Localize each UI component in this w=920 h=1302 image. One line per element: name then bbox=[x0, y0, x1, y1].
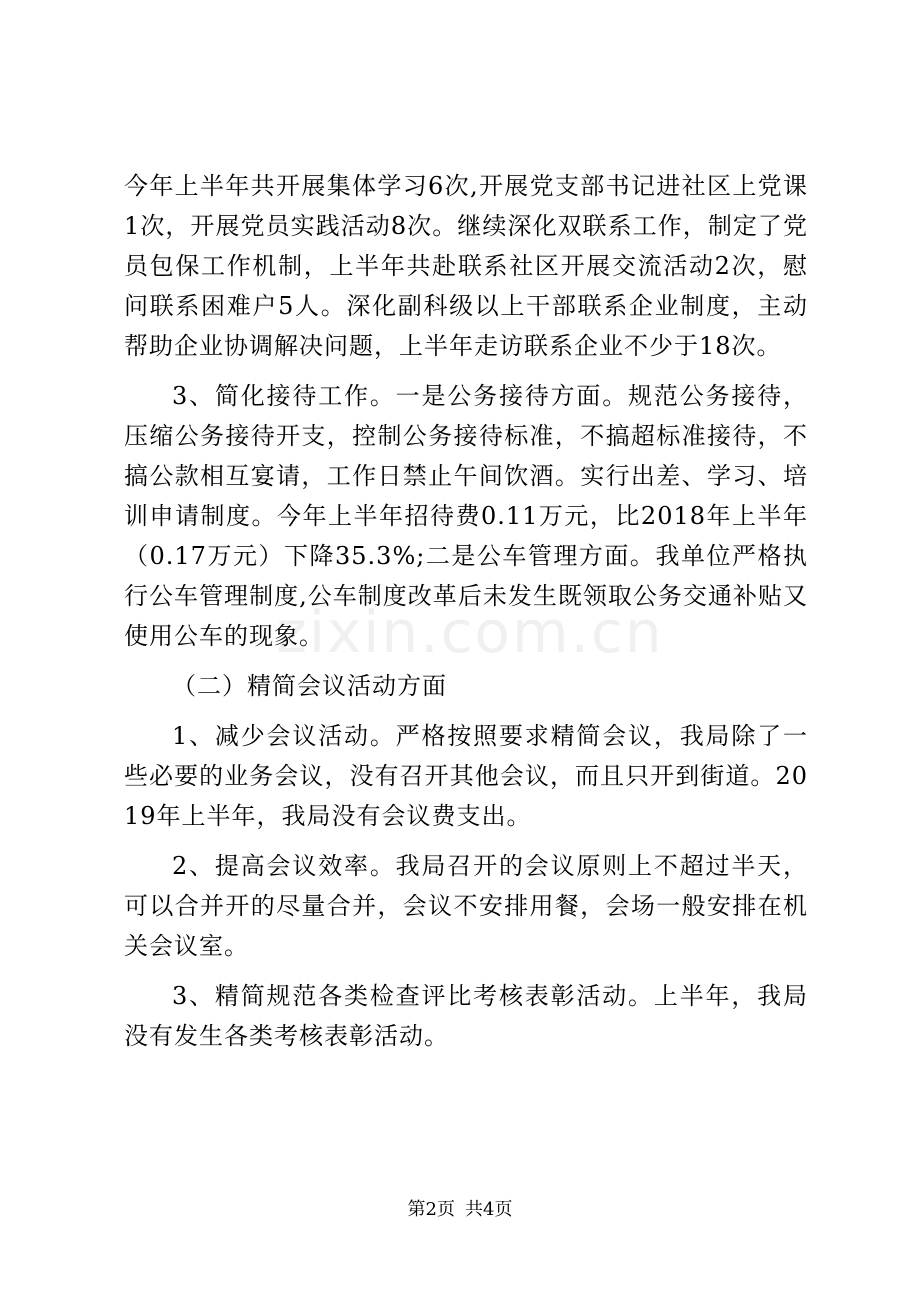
watermark-text: zixin.com.cn bbox=[276, 598, 664, 666]
document-body bbox=[124, 166, 808, 1056]
paragraph-continuation: 今年上半年共开展集体学习6次,开展党支部书记进社区上党课1次，开展党员实践活动8次。继续深化双联系工作，制定了党员包保工作机制，上半年共赴联系社区开展交流活动2次，慰问联系困难户5人。深化副科级以上干部联系企业制度，主动帮助企业协调解决问题，上半年走访联系企业不少于18次。 bbox=[124, 172, 808, 360]
paragraph-reduce-meetings: 1、减少会议活动。严格按照要求精简会议，我局除了一些必要的业务会议，没有召开其他会议，而且只开到街道。2019年上半年，我局没有会议费支出。 bbox=[124, 722, 808, 830]
page-number: 第2页 bbox=[407, 1199, 455, 1220]
section-heading-meetings: （二）精简会议活动方面 bbox=[172, 672, 447, 700]
paragraph-meeting-efficiency: 2、提高会议效率。我局召开的会议原则上不超过半天，可以合并开的尽量合并，会议不安排用餐，会场一般安排在机关会议室。 bbox=[124, 852, 808, 960]
page-footer bbox=[0, 1198, 920, 1222]
paragraph-streamline-inspections: 3、精简规范各类检查评比考核表彰活动。上半年，我局没有发生各类考核表彰活动。 bbox=[124, 982, 808, 1050]
paragraph-simplify-reception: 3、简化接待工作。一是公务接待方面。规范公务接待，压缩公务接待开支，控制公务接待标准，不搞超标准接待，不搞公款相互宴请，工作日禁止午间饮酒。实行出差、学习、培训申请制度。今年上半年招待费0.11万元，比2018年上半年（0.17万元）下降35.3%;二是公车管理方面。我单位严格执行公车管理制度,公车制度改革后未发生既领取公务交通补贴又使用公车的现象。 bbox=[124, 382, 808, 650]
page-total: 共4页 bbox=[465, 1199, 513, 1220]
